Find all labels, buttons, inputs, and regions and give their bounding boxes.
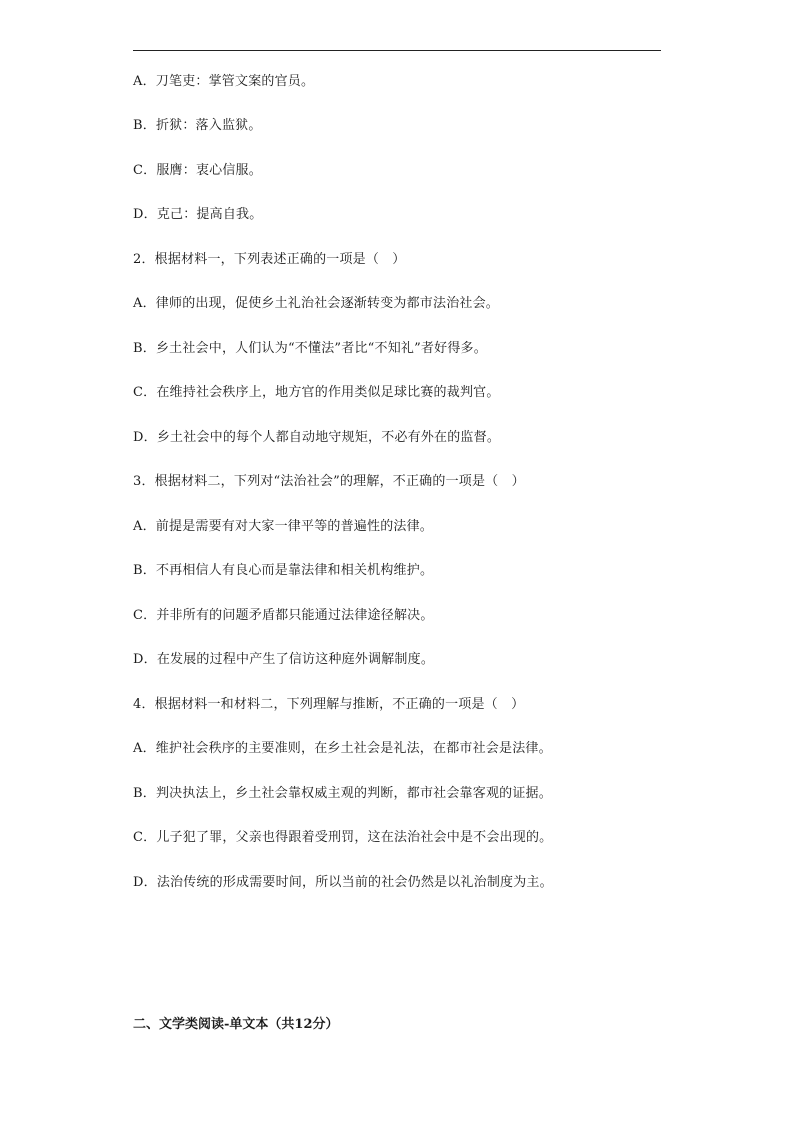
option-line: B．不再相信人有良心而是靠法律和相关机构维护。 bbox=[133, 563, 434, 578]
option-line: D．克己：提高自我。 bbox=[133, 207, 263, 222]
option-line: A．前提是需要有对大家一律平等的普遍性的法律。 bbox=[133, 519, 433, 534]
option-line: C．儿子犯了罪，父亲也得跟着受刑罚，这在法治社会中是不会出现的。 bbox=[133, 830, 553, 845]
option-line: B．折狱：落入监狱。 bbox=[133, 118, 262, 133]
option-line: A．维护社会秩序的主要准则，在乡土社会是礼法，在都市社会是法律。 bbox=[133, 741, 552, 756]
option-line: C．在维持社会秩序上，地方官的作用类似足球比赛的裁判官。 bbox=[133, 385, 500, 400]
option-line: B．乡土社会中，人们认为“不懂法”者比“不知礼”者好得多。 bbox=[133, 341, 487, 356]
option-line: C．并非所有的问题矛盾都只能通过法律途径解决。 bbox=[133, 608, 434, 623]
question-line: 2．根据材料一，下列表述正确的一项是（ ） bbox=[133, 252, 406, 267]
question-line: 3．根据材料二，下列对“法治社会”的理解，不正确的一项是（ ） bbox=[133, 474, 525, 489]
header-rule bbox=[133, 50, 661, 51]
option-line: D．在发展的过程中产生了信访这种庭外调解制度。 bbox=[133, 652, 435, 667]
option-line: A．律师的出现，促使乡土礼治社会逐渐转变为都市法治社会。 bbox=[133, 296, 499, 311]
option-line: A．刀笔吏：掌管文案的官员。 bbox=[133, 74, 315, 89]
question-line: 4．根据材料一和材料二，下列理解与推断，不正确的一项是（ ） bbox=[133, 697, 525, 712]
option-line: C．服膺：衷心信服。 bbox=[133, 163, 262, 178]
option-line: D．乡土社会中的每个人都自动地守规矩，不必有外在的监督。 bbox=[133, 430, 501, 445]
option-line: B．判决执法上，乡土社会靠权威主观的判断，都市社会靠客观的证据。 bbox=[133, 786, 552, 801]
section-title: 二、文学类阅读-单文本（共12分） bbox=[133, 1017, 339, 1032]
option-line: D．法治传统的形成需要时间，所以当前的社会仍然是以礼治制度为主。 bbox=[133, 875, 553, 890]
